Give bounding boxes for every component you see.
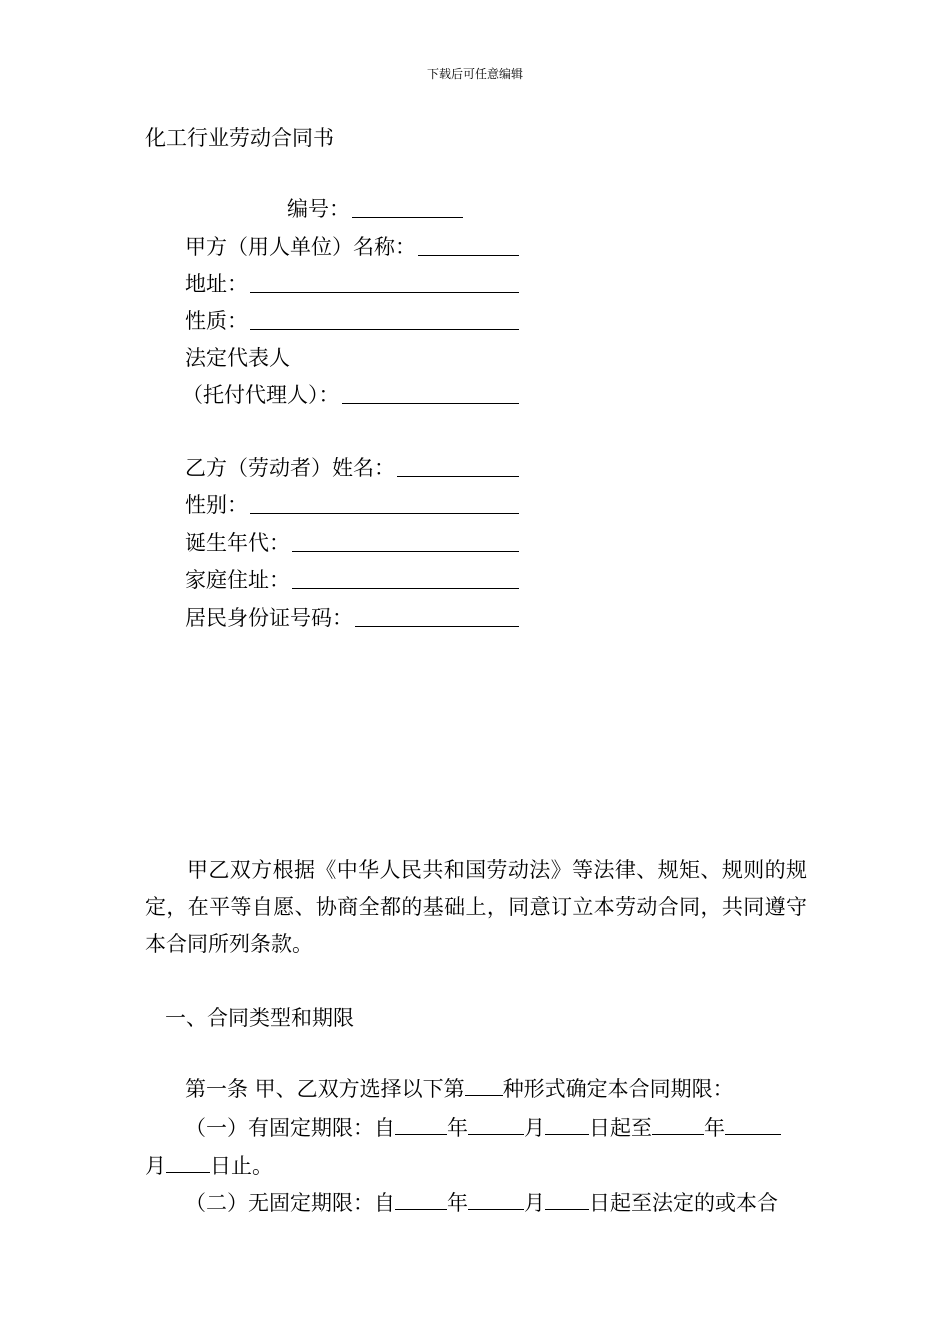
fixed-start-day-blank xyxy=(545,1116,589,1135)
fixed-term-end: 日止。 xyxy=(210,1154,273,1178)
fixed-end-month-blank xyxy=(725,1116,781,1135)
employee-name-field xyxy=(185,454,519,482)
unfixed-start-month-blank xyxy=(468,1191,524,1210)
employee-gender-label: 性别： xyxy=(185,493,248,517)
fixed-day-to: 日起至 xyxy=(589,1116,652,1140)
employee-name-label: 乙方（劳动者）姓名： xyxy=(185,456,395,480)
article-1-text-end: 种形式确定本合同期限： xyxy=(502,1077,734,1101)
fixed-term-line xyxy=(185,1114,781,1142)
employee-id-blank xyxy=(355,626,519,627)
employee-birth-blank xyxy=(292,551,519,552)
unfixed-year-unit: 年 xyxy=(447,1191,468,1215)
contract-number-field xyxy=(287,195,463,223)
employer-address-blank xyxy=(250,292,519,293)
article-1 xyxy=(185,1075,734,1103)
section-heading-contract-type: 一、合同类型和期限 xyxy=(165,1006,354,1030)
unfixed-term-line xyxy=(185,1189,778,1217)
employee-gender-blank xyxy=(250,513,519,514)
document-title: 化工行业劳动合同书 xyxy=(145,126,334,150)
legal-representative-label: 法定代表人 xyxy=(185,346,290,370)
authorized-agent-label: （托付代理人）： xyxy=(182,383,340,407)
unfixed-start-day-blank xyxy=(545,1191,589,1210)
employee-gender-field xyxy=(185,491,519,519)
fixed-year-unit-2: 年 xyxy=(704,1116,725,1140)
contract-number-label: 编号： xyxy=(287,197,350,221)
employer-nature-field xyxy=(185,307,519,335)
fixed-start-month-blank xyxy=(468,1116,524,1135)
employer-nature-label: 性质： xyxy=(185,309,248,333)
unfixed-term-label: （二）无固定期限：自 xyxy=(185,1191,395,1215)
fixed-year-unit-1: 年 xyxy=(447,1116,468,1140)
fixed-end-day-blank xyxy=(166,1154,210,1173)
employee-id-field xyxy=(185,604,519,632)
article-1-text-start: 第一条 甲、乙双方选择以下第 xyxy=(185,1077,465,1101)
contract-number-blank xyxy=(352,217,463,218)
employer-name-label: 甲方（用人单位）名称： xyxy=(185,235,416,259)
fixed-term-label: （一）有固定期限：自 xyxy=(185,1116,395,1140)
employee-birth-label: 诞生年代： xyxy=(185,531,290,555)
intro-paragraph: 甲乙双方根据《中华人民共和国劳动法》等法律、规矩、规则的规定，在平等自愿、协商全都的基础上，同意订立本劳动合同，共同遵守本合同所列条款。 xyxy=(145,858,807,956)
employer-nature-blank xyxy=(250,329,519,330)
authorized-agent-field xyxy=(182,381,519,409)
employer-name-blank xyxy=(418,255,519,256)
employer-name-field xyxy=(185,233,519,261)
fixed-end-year-blank xyxy=(652,1116,704,1135)
employee-id-label: 居民身份证号码： xyxy=(185,606,353,630)
unfixed-month-unit: 月 xyxy=(524,1191,545,1215)
fixed-month-unit-2: 月 xyxy=(145,1154,166,1178)
fixed-month-unit-1: 月 xyxy=(524,1116,545,1140)
employer-address-field xyxy=(185,270,519,298)
authorized-agent-blank xyxy=(342,403,520,404)
employee-birth-field xyxy=(185,529,519,557)
fixed-start-year-blank xyxy=(395,1116,447,1135)
employee-name-blank xyxy=(397,476,519,477)
unfixed-term-tail: 日起至法定的或本合 xyxy=(589,1191,778,1215)
fixed-term-line-2 xyxy=(145,1152,273,1180)
employee-home-address-label: 家庭住址： xyxy=(185,568,290,592)
employer-address-label: 地址： xyxy=(185,272,248,296)
page-header: 下载后可任意编辑 xyxy=(426,67,523,81)
form-choice-blank xyxy=(465,1077,503,1096)
employee-home-address-blank xyxy=(292,588,519,589)
employee-home-address-field xyxy=(185,566,519,594)
unfixed-start-year-blank xyxy=(395,1191,447,1210)
